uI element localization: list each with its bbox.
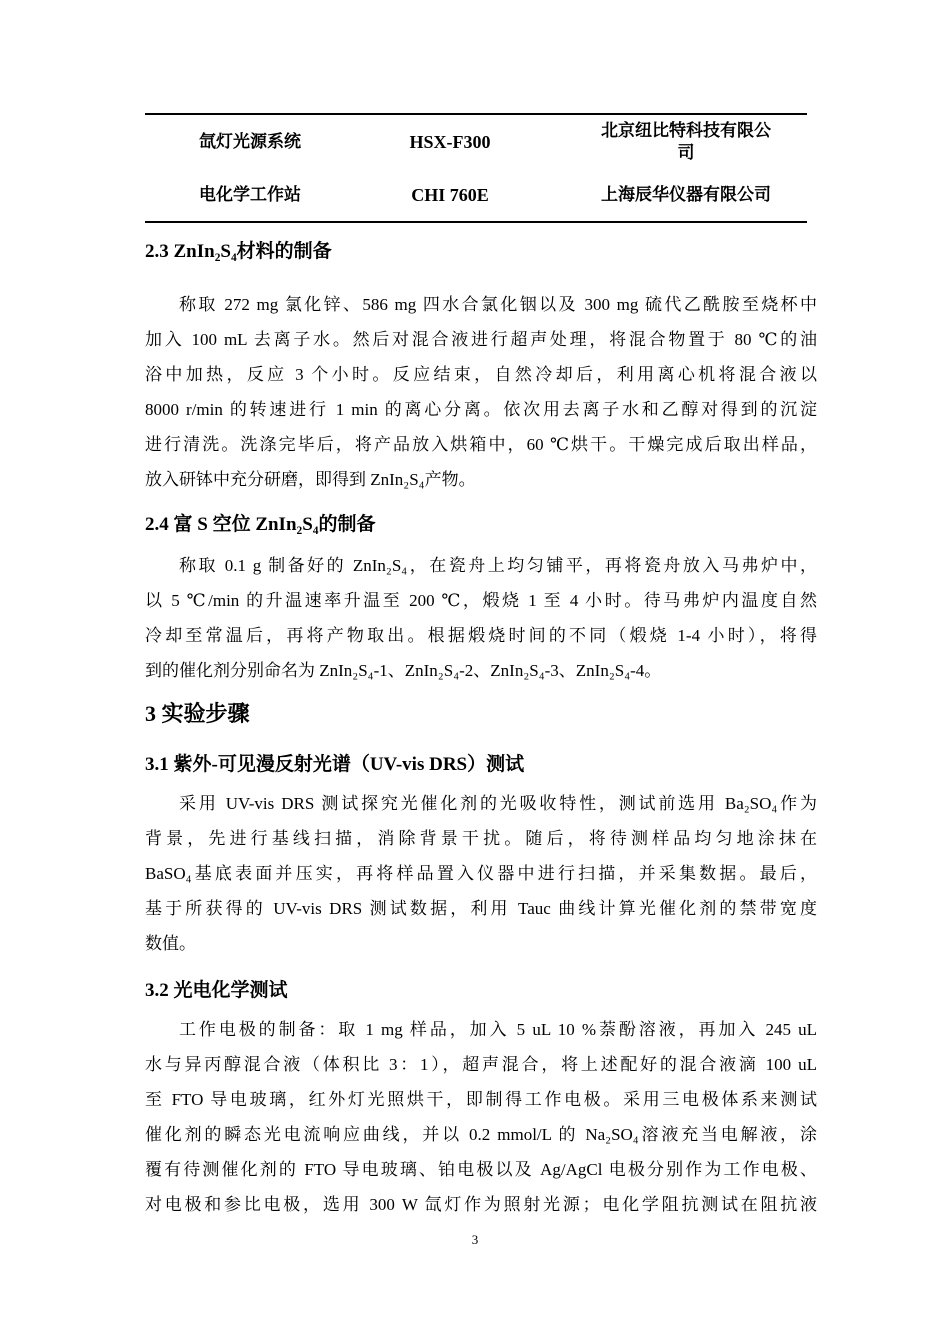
- text-line: 浴中加热，反应 3 个小时。反应结束，自然冷却后，利用离心机将混合液以: [145, 365, 817, 384]
- text-line: 背景，先进行基线扫描，消除背景干扰。随后，将待测样品均匀地涂抹在: [145, 829, 817, 848]
- equipment-maker: 上海辰华仪器有限公司: [601, 185, 771, 205]
- text-line: 工作电极的制备：取 1 mg 样品，加入 5 uL 10 %萘酚溶液，再加入 245 uL: [179, 1020, 817, 1039]
- text-line: 基于所获得的 UV-vis DRS 测试数据，利用 Tauc 曲线计算光催化剂的禁带宽度: [145, 899, 817, 918]
- text-line: 放入研钵中充分研磨，即得到 ZnIn₂S₄产物。: [145, 470, 476, 489]
- section-heading-3-2: 3.2 光电化学测试: [145, 980, 288, 1001]
- text-line: 以 5 ℃/min 的升温速率升温至 200 ℃，煅烧 1 至 4 小时。待马弗炉内温度自然: [145, 591, 817, 610]
- text-line: 水与异丙醇混合液（体积比 3：1），超声混合，将上述配好的混合液滴 100 uL: [145, 1055, 817, 1074]
- table-row: [145, 169, 807, 222]
- paragraph-3-1: [145, 786, 817, 961]
- equipment-name: 电化学工作站: [199, 185, 301, 205]
- section-heading-2-3: 2.3 ZnIn₂S₄材料的制备: [145, 241, 332, 262]
- section-heading-2-4: 2.4 富 S 空位 ZnIn₂S₄的制备: [145, 514, 376, 535]
- text-line: 8000 r/min 的转速进行 1 min 的离心分离。依次用去离子水和乙醇对得到的沉淀: [145, 400, 817, 419]
- text-line: 加入 100 mL 去离子水。然后对混合液进行超声处理，将混合物置于 80 ℃的油: [145, 330, 817, 349]
- section-heading-3-1: 3.1 紫外-可见漫反射光谱（UV-vis DRS）测试: [145, 754, 525, 775]
- page-number: 3: [471, 1232, 479, 1247]
- paragraph-2-4: [145, 548, 817, 688]
- text-line: 催化剂的瞬态光电流响应曲线，并以 0.2 mmol/L 的 Na₂SO₄溶液充当电解液，涂: [145, 1125, 817, 1144]
- equipment-maker: 北京纽比特科技有限公 司: [601, 121, 771, 163]
- equipment-name: 氙灯光源系统: [199, 132, 301, 152]
- text-line: 到的催化剂分别命名为 ZnIn₂S₄-1、ZnIn₂S₄-2、ZnIn₂S₄-3、ZnIn₂S₄-4。: [145, 661, 662, 680]
- text-line: 称取 272 mg 氯化锌、586 mg 四水合氯化铟以及 300 mg 硫代乙酰胺至烧杯中: [179, 295, 817, 314]
- text-line: 进行清洗。洗涤完毕后，将产品放入烘箱中，60 ℃烘干。干燥完成后取出样品，: [145, 435, 817, 454]
- text-line: BaSO₄基底表面并压实，再将样品置入仪器中进行扫描，并采集数据。最后，: [145, 864, 817, 883]
- text-line: 对电极和参比电极，选用 300 W 氙灯作为照射光源；电化学阻抗测试在阻抗液: [145, 1195, 817, 1214]
- paragraph-3-2: [145, 1012, 817, 1222]
- table-row: [145, 114, 807, 169]
- text-line: 覆有待测催化剂的 FTO 导电玻璃、铂电极以及 Ag/AgCl 电极分别作为工作电极、: [145, 1160, 817, 1179]
- text-line: 冷却至常温后，再将产物取出。根据煅烧时间的不同（煅烧 1-4 小时），将得: [145, 626, 817, 645]
- equipment-table: [145, 113, 807, 223]
- text-line: 数值。: [145, 934, 196, 953]
- equipment-model: CHI 760E: [411, 185, 489, 205]
- text-line: 采用 UV-vis DRS 测试探究光催化剂的光吸收特性，测试前选用 Ba₂SO₄作为: [179, 794, 817, 813]
- text-line: 至 FTO 导电玻璃，红外灯光照烘干，即制得工作电极。采用三电极体系来测试: [145, 1090, 817, 1109]
- equipment-model: HSX-F300: [409, 132, 491, 152]
- section-heading-3: 3 实验步骤: [145, 701, 250, 726]
- text-line: 称取 0.1 g 制备好的 ZnIn₂S₄，在瓷舟上均匀铺平，再将瓷舟放入马弗炉中，: [179, 556, 817, 575]
- paragraph-2-3: [145, 287, 817, 497]
